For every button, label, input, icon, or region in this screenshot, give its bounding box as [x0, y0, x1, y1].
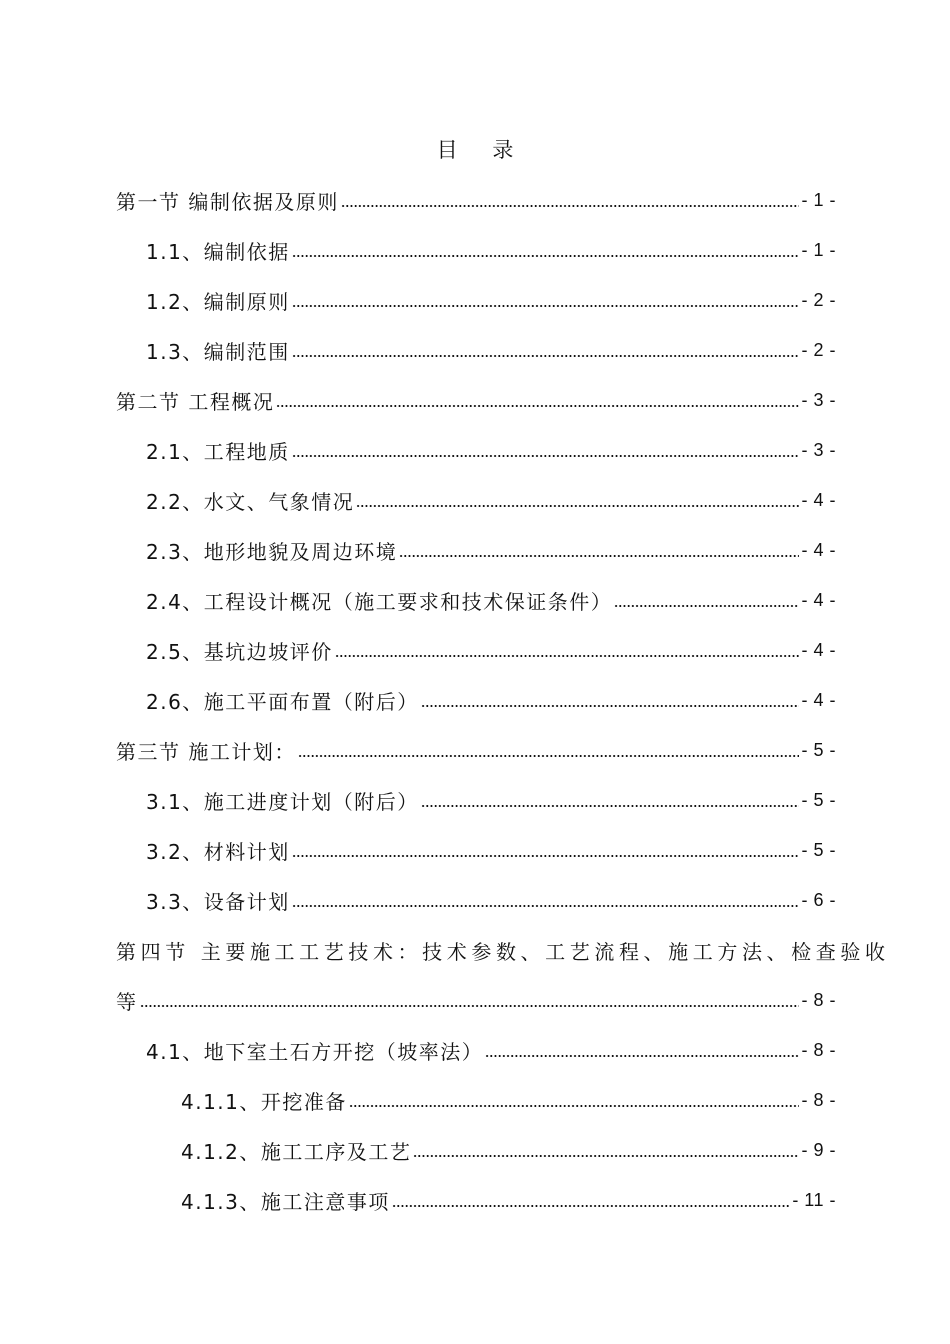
toc-entry-label-line1: 第四节 主要施工工艺技术：技术参数、工艺流程、施工方法、检查验收	[116, 939, 890, 964]
dot-leader	[399, 553, 799, 559]
toc-entry[interactable]	[146, 875, 836, 925]
toc-entry[interactable]	[146, 575, 836, 625]
toc-entry[interactable]	[116, 175, 836, 225]
toc-entry-page: - 3 -	[801, 439, 836, 460]
toc-entry[interactable]	[146, 475, 836, 525]
dot-leader	[140, 1003, 800, 1009]
dot-leader	[421, 803, 800, 809]
dot-leader	[292, 853, 800, 859]
toc-entry[interactable]	[116, 375, 836, 425]
toc-entry-page: - 1 -	[801, 239, 836, 260]
toc-entry-page: - 8 -	[801, 1089, 836, 1110]
toc-entry-label: 第一节 编制依据及原则	[116, 189, 339, 214]
toc-entry-label: 2.6、施工平面布置（附后）	[146, 689, 419, 714]
dot-leader	[298, 753, 800, 759]
dot-leader	[614, 603, 799, 609]
dot-leader	[292, 253, 800, 259]
dot-leader	[392, 1203, 790, 1209]
toc-entry[interactable]	[181, 1125, 836, 1175]
dot-leader	[421, 703, 800, 709]
toc-entry-label: 4.1.2、施工工序及工艺	[181, 1139, 412, 1164]
toc-entry-page: - 4 -	[801, 639, 836, 660]
dot-leader	[485, 1053, 799, 1059]
dot-leader	[356, 503, 799, 509]
toc-entry-label: 第二节 工程概况	[116, 389, 275, 414]
dot-leader	[292, 903, 800, 909]
toc-entry-page: - 11 -	[792, 1189, 836, 1210]
toc-entry[interactable]	[181, 1075, 836, 1125]
toc-entry-page: - 4 -	[801, 589, 836, 610]
toc-title: 目 录	[436, 138, 528, 162]
toc-entry-label: 4.1、地下室土石方开挖（坡率法）	[146, 1039, 484, 1064]
toc-entry[interactable]	[146, 775, 836, 825]
dot-leader	[335, 653, 800, 659]
dot-leader	[413, 1153, 799, 1159]
toc-entry-label: 2.4、工程设计概况（施工要求和技术保证条件）	[146, 589, 613, 614]
toc-entry-label: 2.1、工程地质	[146, 439, 290, 464]
toc-entry[interactable]	[116, 975, 836, 1025]
toc-entry[interactable]	[146, 1025, 836, 1075]
toc-entry-label: 3.2、材料计划	[146, 839, 290, 864]
toc-entry-page: - 5 -	[801, 839, 836, 860]
toc-entry-page: - 2 -	[801, 339, 836, 360]
toc-entry-label: 3.3、设备计划	[146, 889, 290, 914]
toc-entry[interactable]	[181, 1175, 836, 1225]
toc-entry-label: 4.1.1、开挖准备	[181, 1089, 347, 1114]
toc-entry-page: - 1 -	[801, 189, 836, 210]
toc-entry-label: 4.1.3、施工注意事项	[181, 1189, 390, 1214]
toc-entry[interactable]	[146, 225, 836, 275]
toc-entry-page: - 8 -	[801, 989, 836, 1010]
toc-entry[interactable]	[146, 825, 836, 875]
dot-leader	[349, 1103, 800, 1109]
toc-entry-label: 1.2、编制原则	[146, 289, 290, 314]
toc-entry-label: 1.1、编制依据	[146, 239, 290, 264]
toc-entry-label: 等	[116, 989, 138, 1014]
toc-entry[interactable]	[146, 625, 836, 675]
dot-leader	[341, 203, 800, 209]
toc-entry-page: - 5 -	[801, 739, 836, 760]
toc-entry-page: - 8 -	[801, 1039, 836, 1060]
toc-entry-label: 1.3、编制范围	[146, 339, 290, 364]
dot-leader	[292, 453, 800, 459]
toc-entry-label: 2.2、水文、气象情况	[146, 489, 355, 514]
toc-entry-page: - 2 -	[801, 289, 836, 310]
dot-leader	[292, 303, 800, 309]
toc-entry-page: - 3 -	[801, 389, 836, 410]
toc-entry[interactable]	[146, 425, 836, 475]
toc-entry[interactable]	[146, 675, 836, 725]
toc-entry[interactable]	[146, 325, 836, 375]
toc-entry-page: - 4 -	[801, 689, 836, 710]
toc-entry-page: - 5 -	[801, 789, 836, 810]
dot-leader	[292, 353, 800, 359]
toc-entry-page: - 9 -	[801, 1139, 836, 1160]
toc-entry-page: - 4 -	[801, 489, 836, 510]
toc-entry[interactable]	[146, 525, 836, 575]
toc-entry-label: 2.5、基坑边坡评价	[146, 639, 333, 664]
dot-leader	[276, 403, 799, 409]
toc-entry-label: 2.3、地形地貌及周边环境	[146, 539, 398, 564]
toc-entry-page: - 4 -	[801, 539, 836, 560]
toc-entry-label: 第三节 施工计划：	[116, 739, 296, 764]
toc-entry[interactable]	[116, 725, 836, 775]
toc-entry[interactable]	[146, 275, 836, 325]
toc-entry-page: - 6 -	[801, 889, 836, 910]
toc-entry-wrapped-line[interactable]	[116, 925, 890, 975]
toc-entry-label: 3.1、施工进度计划（附后）	[146, 789, 419, 814]
